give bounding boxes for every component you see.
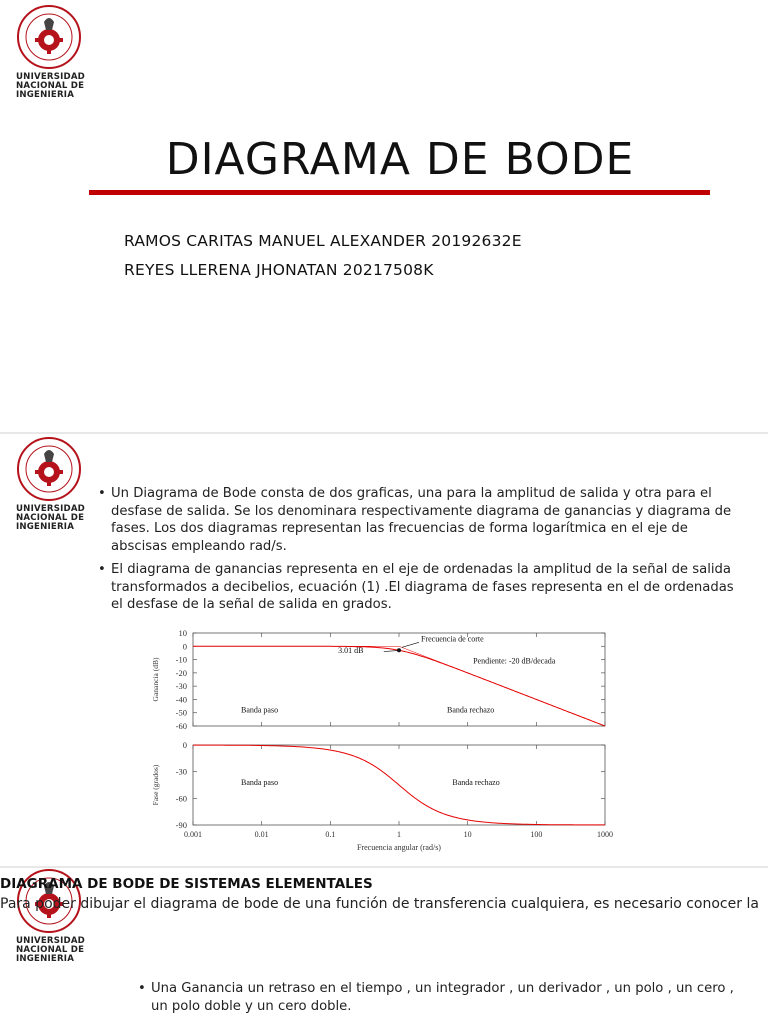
annotation-pass-band: Banda paso — [240, 778, 279, 787]
university-logo — [16, 436, 84, 532]
annotation-stop-band: Banda rechazo — [446, 705, 495, 715]
slide-2 — [0, 434, 768, 866]
university-name-line3: INGENIERIA — [16, 90, 75, 100]
intro-text: Para poder dibujar el diagrama de bode de una función de transferencia cualquiera, es necesario conocer la — [0, 896, 759, 912]
x-tick-label: 100 — [530, 830, 543, 839]
university-logo — [16, 4, 84, 100]
x-tick-label: 1000 — [597, 830, 613, 839]
y-axis-label: Ganancia (dB) — [151, 657, 160, 702]
university-name-line1: UNIVERSIDAD — [16, 936, 86, 946]
section-heading: DIAGRAMA DE BODE DE SISTEMAS ELEMENTALES — [0, 876, 373, 892]
y-tick-label: 10 — [178, 628, 187, 638]
annotation-3db: 3.01 dB — [338, 645, 364, 655]
y-tick-label: -10 — [175, 654, 187, 665]
bode-chart-svg — [150, 627, 630, 859]
annotation-pass-band: Banda paso — [240, 705, 279, 715]
title-underline — [89, 190, 710, 195]
bullet-item: • Un Diagrama de Bode consta de dos graficas, una para la amplitud de salida y otra para el desfase de salida. Se los denominara respectivamente diagrama de ganancias y diagrama de fases. Los dos diagramas representan las frecuencias de forma logarítmica en el eje de abscisas empleando rad/s. — [96, 485, 744, 555]
annotation-arrow — [402, 642, 419, 647]
author-1: RAMOS CARITAS MANUEL ALEXANDER 20192632E — [124, 232, 522, 250]
x-tick-label: 1 — [397, 830, 401, 839]
y-axis-label: Fase (grados) — [151, 764, 160, 806]
x-tick-label: 0.1 — [325, 830, 336, 839]
bode-diagram — [150, 627, 630, 859]
y-tick-label: -20 — [175, 667, 187, 678]
slide-title: DIAGRAMA DE BODE — [165, 134, 635, 185]
y-tick-label: -60 — [175, 793, 187, 804]
university-seal-icon — [16, 4, 82, 70]
slide-1 — [0, 0, 768, 432]
bullet-list — [136, 980, 736, 1021]
annotation-slope: Pendiente: -20 dB/decada — [473, 656, 556, 666]
x-tick-label: 0.001 — [184, 830, 202, 839]
university-seal-icon — [16, 436, 82, 502]
x-tick-label: 10 — [463, 830, 472, 839]
y-tick-label: 0 — [182, 641, 187, 652]
y-tick-label: -90 — [175, 820, 187, 830]
author-2: REYES LLERENA JHONATAN 20217508K — [124, 261, 434, 279]
bullet-list — [96, 485, 744, 620]
university-name-line2: NACIONAL DE — [16, 945, 85, 955]
annotation-corner-frequency: Frecuencia de corte — [421, 634, 484, 644]
x-tick-label: 0.01 — [254, 830, 269, 839]
y-tick-label: -60 — [175, 721, 187, 731]
x-axis-label: Frecuencia angular (rad/s) — [357, 843, 441, 852]
annotation-arrow — [384, 651, 398, 652]
corner-frequency-point — [397, 648, 401, 652]
annotation-stop-band: Banda rechazo — [452, 778, 500, 787]
university-name-line3: INGENIERIA — [16, 522, 75, 532]
y-tick-label: 0 — [182, 740, 187, 750]
bullet-item: • Una Ganancia un retraso en el tiempo , un integrador , un derivador , un polo , un cero , un polo doble y un cero doble. — [136, 980, 736, 1015]
university-name-line2: NACIONAL DE — [16, 513, 85, 523]
y-tick-label: -50 — [175, 707, 187, 718]
university-name-line1: UNIVERSIDAD — [16, 504, 86, 514]
y-tick-label: -30 — [175, 766, 187, 777]
bullet-item: • El diagrama de ganancias representa en el eje de ordenadas la amplitud de la señal de salida transformados a decibelios, ecuación (1) .El diagrama de fases representa en el de ordenadas el desfase de la señal de salida en grados. — [96, 561, 744, 614]
slide-3 — [0, 868, 768, 1024]
y-tick-label: -40 — [175, 694, 187, 705]
university-name-line1: UNIVERSIDAD — [16, 72, 86, 82]
y-tick-label: -30 — [175, 681, 187, 692]
university-name-line2: NACIONAL DE — [16, 81, 85, 91]
university-name-line3: INGENIERIA — [16, 954, 75, 964]
